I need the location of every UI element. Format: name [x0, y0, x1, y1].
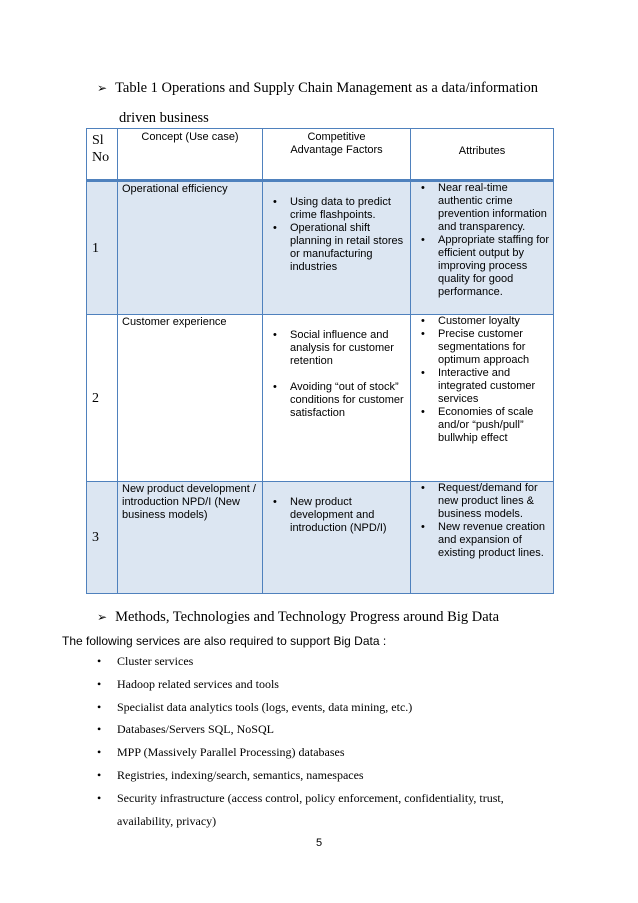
header-competitive-line2: Advantage Factors — [290, 144, 383, 156]
row-attributes — [411, 315, 554, 482]
table-header-row — [87, 129, 554, 181]
list-item: • Registries, indexing/search, semantics, namespaces — [97, 764, 557, 787]
attribute-item: • Customer loyalty — [411, 315, 553, 328]
methods-heading-text: Methods, Technologies and Technology Progress around Big Data — [115, 609, 500, 625]
row-number: 2 — [87, 315, 118, 482]
attribute-item: • Precise customer segmentations for optimum approach — [411, 328, 553, 367]
list-item: • Security infrastructure (access control, policy enforcement, confidentiality, trust, availability, privacy) — [97, 787, 557, 833]
services-list — [97, 650, 557, 832]
attribute-item: • New revenue creation and expansion of existing product lines. — [411, 521, 553, 560]
list-item: • Specialist data analytics tools (logs, events, data mining, etc.) — [97, 696, 557, 719]
table-row — [87, 181, 554, 315]
factor-item: • New product development and introduction (NPD/I) — [263, 496, 410, 535]
operations-table — [86, 128, 554, 594]
header-competitive-line1: Competitive — [307, 131, 366, 143]
row-factors — [263, 181, 411, 315]
row-attributes — [411, 181, 554, 315]
table-row — [87, 315, 554, 482]
row-factors — [263, 482, 411, 594]
factor-item: • Operational shift planning in retail stores or manufacturing industries — [263, 222, 410, 274]
arrow-bullet-icon: ➢ — [97, 610, 108, 624]
attribute-item: • Interactive and integrated customer services — [411, 367, 553, 406]
row-attributes — [411, 482, 554, 594]
factor-item: • Avoiding “out of stock” conditions for customer satisfaction — [263, 381, 410, 420]
heading-line1: Table 1 Operations and Supply Chain Management as a data/information — [115, 80, 539, 96]
attribute-item: • Near real-time authentic crime prevention information and transparency. — [411, 182, 553, 234]
services-intro: The following services are also required to support Big Data : — [62, 634, 387, 648]
factor-item: • Social influence and analysis for customer retention — [263, 329, 410, 368]
section-heading-methods — [97, 606, 499, 629]
table-row — [87, 482, 554, 594]
header-attributes: Attributes — [411, 129, 554, 181]
row-number: 3 — [87, 482, 118, 594]
header-competitive — [263, 129, 411, 181]
row-concept: New product development / introduction NPD/I (New business models) — [118, 482, 263, 594]
list-item: • Cluster services — [97, 650, 557, 673]
section-heading-table1 — [97, 77, 577, 130]
list-item: • MPP (Massively Parallel Processing) databases — [97, 741, 557, 764]
row-factors — [263, 315, 411, 482]
arrow-bullet-icon: ➢ — [97, 81, 108, 95]
list-item: • Databases/Servers SQL, NoSQL — [97, 718, 557, 741]
attribute-item: • Appropriate staffing for efficient output by improving process quality for good performance. — [411, 234, 553, 299]
heading-line2: driven business — [119, 110, 209, 126]
header-concept: Concept (Use case) — [118, 129, 263, 181]
factor-item: • Using data to predict crime flashpoints. — [263, 196, 410, 222]
row-number: 1 — [87, 181, 118, 315]
attribute-item: • Request/demand for new product lines & business models. — [411, 482, 553, 521]
page-number: 5 — [315, 837, 323, 849]
row-concept: Customer experience — [118, 315, 263, 482]
attribute-item: • Economies of scale and/or “push/pull” bullwhip effect — [411, 406, 553, 445]
row-concept: Operational efficiency — [118, 181, 263, 315]
list-item: • Hadoop related services and tools — [97, 673, 557, 696]
header-slno: Sl No — [87, 129, 118, 181]
